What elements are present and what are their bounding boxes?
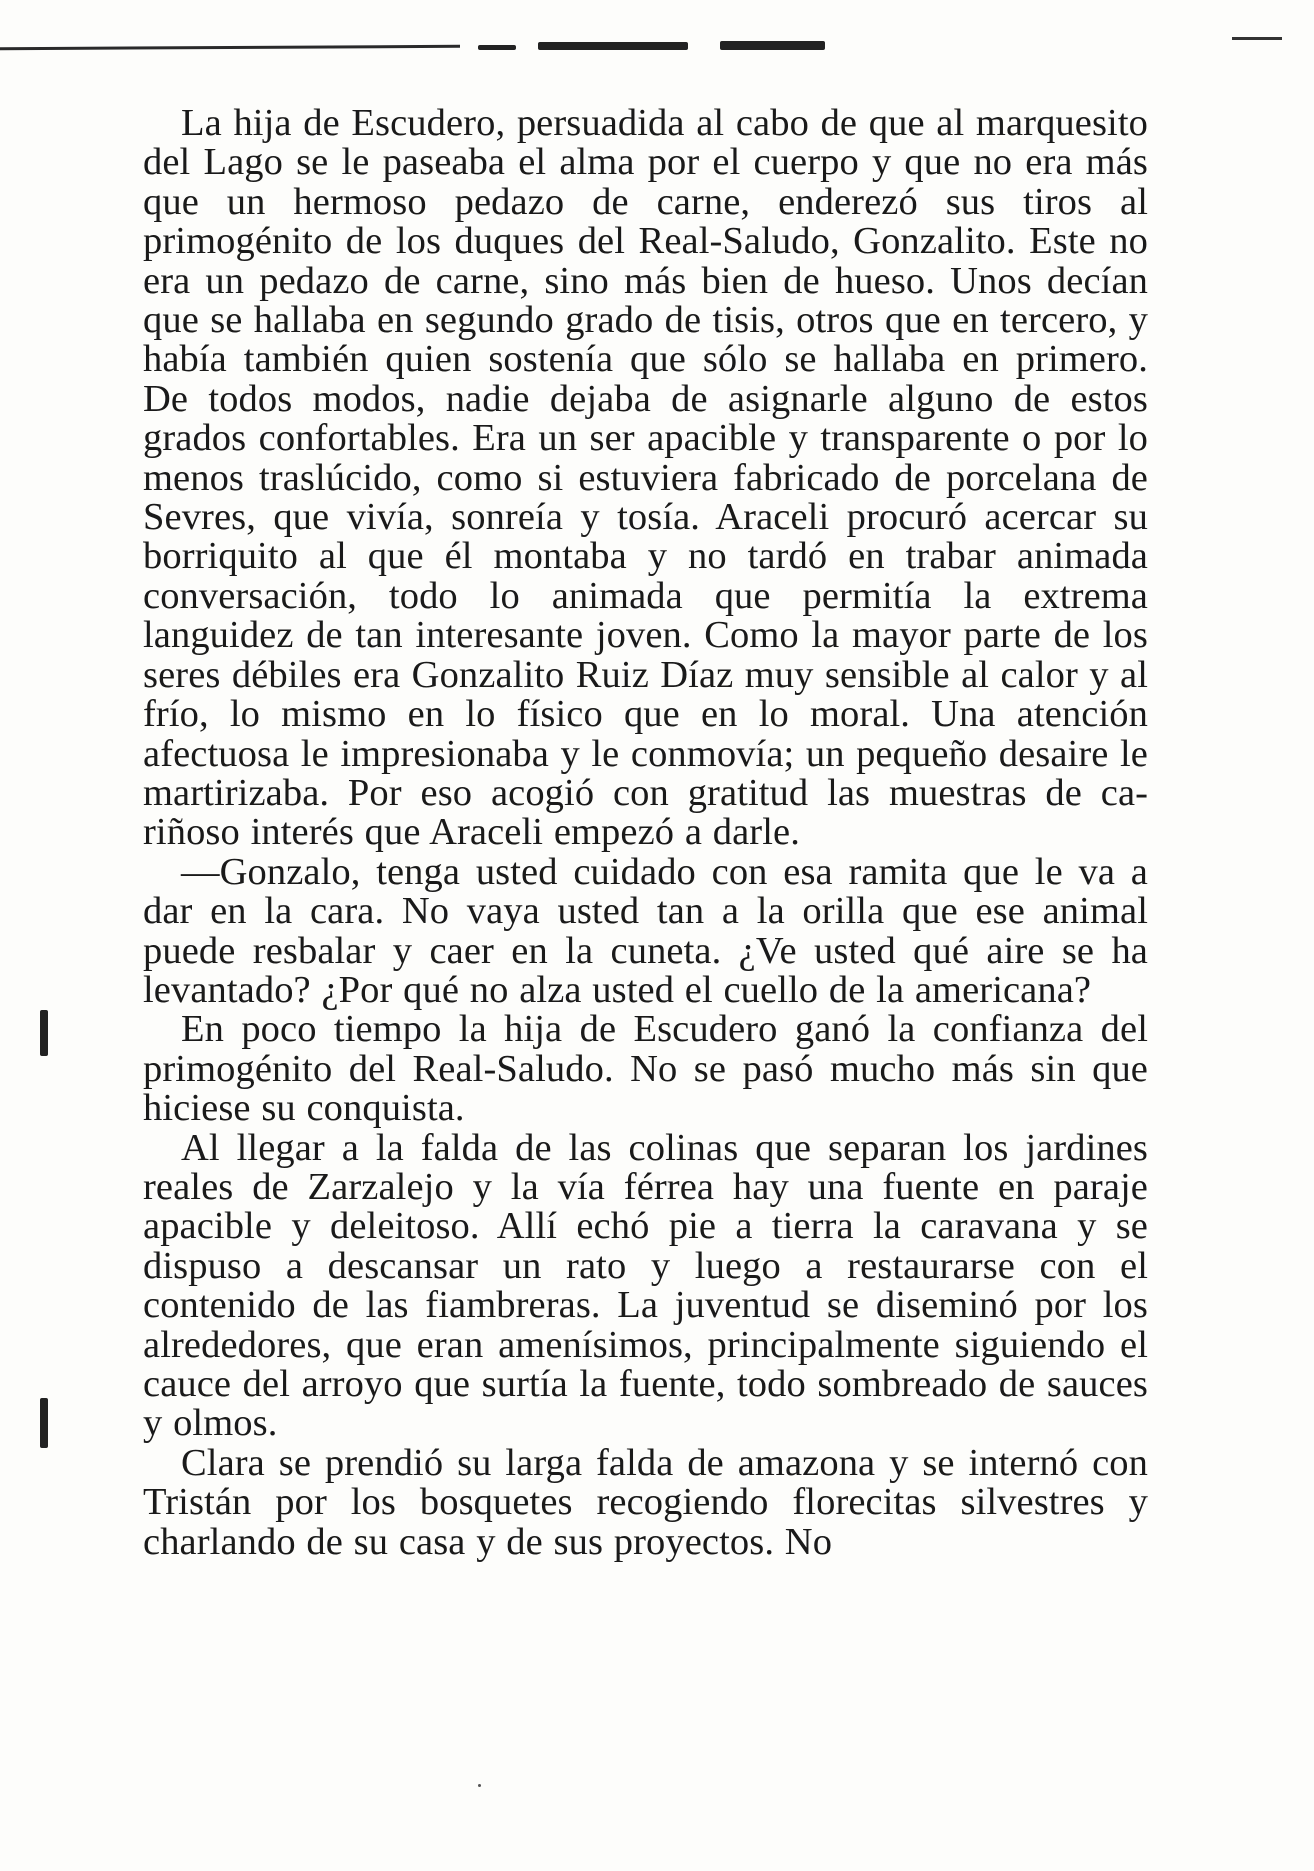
header-rule xyxy=(0,40,830,54)
paragraph: La hija de Escudero, persuadida al cabo de que al marquesito del Lago se le paseaba el alma por el cuerpo y que no era más que un hermoso pedazo de carne, enderezó sus tiros al primogénito de los duques del Real-Saludo, Gonzalito. Este no era un pedazo de carne, sino más bien de hueso. Unos decían que se hallaba en segundo grado de tisis, otros que en tercero, y había también quien sostenía que sólo se hallaba en primero. De todos modos, nadie dejaba de asignarle alguno de estos grados confortables. Era un ser apacible y transparente o por lo menos traslúcido, como si estuviera fabricado de porcelana de Sevres, que vivía, sonreía y tosía. Araceli procuró acercar su borriquito al que él montaba y no tardó en trabar animada conversación, todo lo animada que permitía la extrema languidez de tan interesante joven. Como la mayor parte de los seres débiles era Gonzalito Ruiz Díaz muy sensible al calor y al frío, lo mismo en lo físico que en lo moral. Una atención afectuosa le impresionaba y le conmovía; un pequeño desaire le martirizaba. Por eso acogió con gratitud las muestras de cariñoso interés que Araceli empezó a darle. xyxy=(143,102,1148,854)
header-blot xyxy=(478,45,516,50)
body-text xyxy=(143,104,1148,1562)
paragraph: Al llegar a la falda de las colinas que separan los jardines reales de Zarzalejo y la vía férrea hay una fuente en paraje apacible y deleitoso. Allí echó pie a tierra la caravana y se dispuso a descansar un rato y luego a restaurarse con el contenido de las fiambreras. La juventud se diseminó por los alrededores, que eran amenísimos, principalmente siguiendo el cauce del arroyo que surtía la fuente, todo sombreado de sauces y olmos. xyxy=(143,1126,1148,1445)
margin-mark xyxy=(40,1398,48,1448)
paragraph: Clara se prendió su larga falda de amazona y se internó con Tristán por los bosquetes recogiendo florecitas silvestres y charlando de su casa y de sus proyectos. No xyxy=(143,1441,1148,1563)
header-blot xyxy=(720,41,825,50)
corner-mark xyxy=(1232,37,1282,40)
margin-mark xyxy=(40,1010,48,1056)
paragraph: —Gonzalo, tenga usted cuidado con esa ramita que le va a dar en la cara. No vaya usted tan a la orilla que ese animal puede resbalar y caer en la cuneta. ¿Ve usted qué aire se ha levantado? ¿Por qué no alza usted el cuello de la americana? xyxy=(143,850,1148,1011)
speck xyxy=(478,1784,481,1787)
header-line xyxy=(0,45,460,50)
paragraph: En poco tiempo la hija de Escudero ganó la confianza del primogénito del Real-Saludo. No se pasó mucho más sin que hiciese su conquista. xyxy=(143,1008,1148,1130)
header-blot xyxy=(538,42,688,50)
